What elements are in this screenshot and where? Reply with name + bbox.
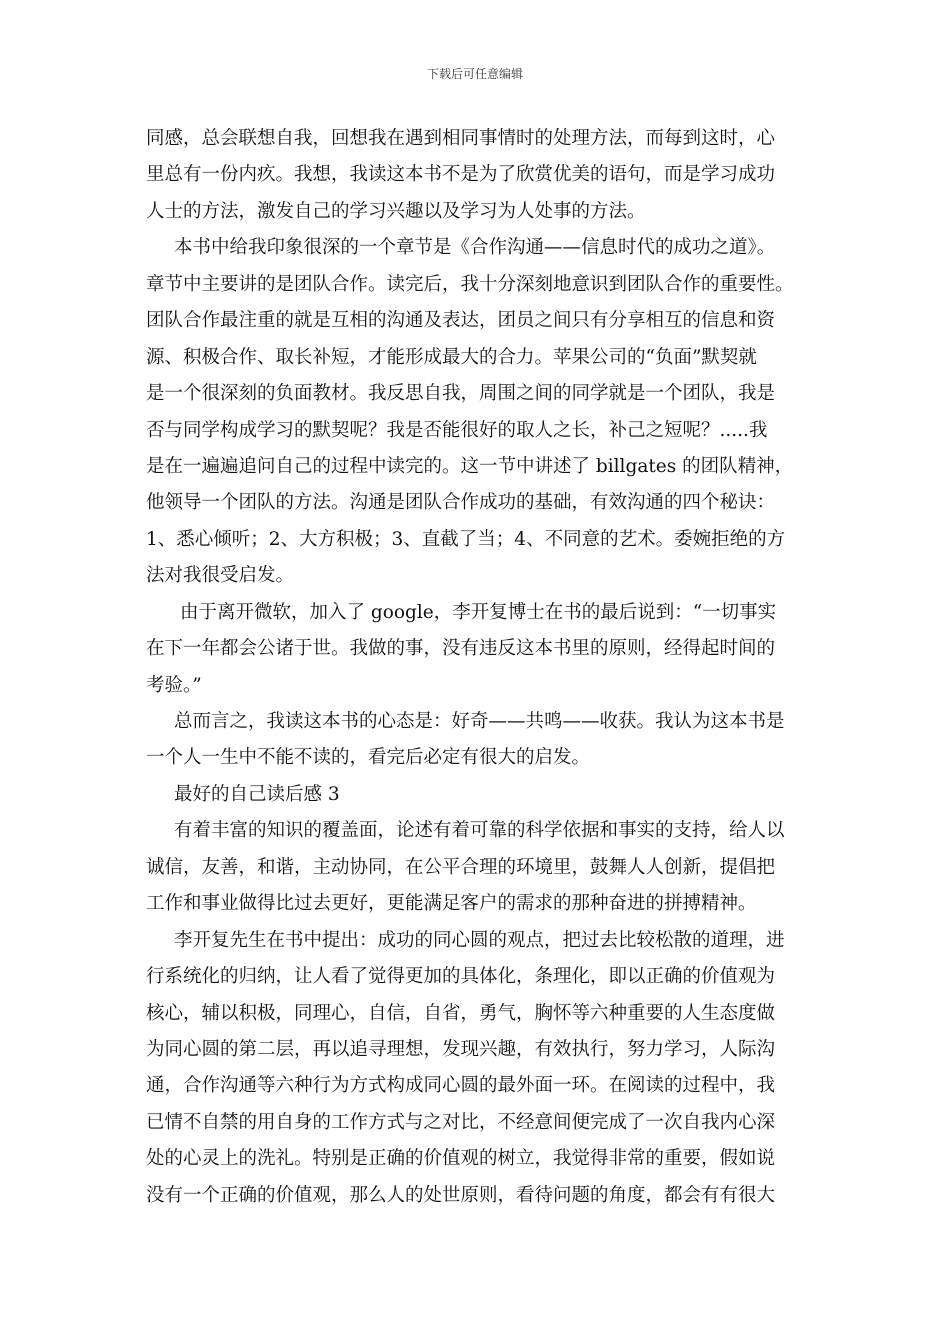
text-line: 总而言之，我读这本书的心态是：好奇——共鸣——收获。我认为这本书是 (174, 711, 785, 732)
text-line: 处的心灵上的洗礼。特别是正确的价值观的树立，我觉得非常的重要，假如说 (146, 1148, 776, 1170)
text-line: 法对我很受启发。 (146, 565, 295, 587)
page-header: 下载后可任意编辑 (426, 67, 523, 81)
text-line: 源、积极合作、取长补短，才能形成最大的合力。苹果公司的“负面”默契就 (146, 346, 757, 368)
text-line: 人士的方法，激发自己的学习兴趣以及学习为人处事的方法。 (146, 200, 646, 222)
text-line: 否与同学构成学习的默契呢？我是否能很好的取人之长，补己之短呢？.....我 (146, 419, 768, 441)
text-line: 工作和事业做得比过去更好，更能满足客户的需求的那种奋进的拼搏精神。 (146, 893, 757, 915)
text-line: 1、悉心倾听；2、大方积极；3、直截了当；4、不同意的艺术。委婉拒绝的方 (146, 528, 786, 550)
text-line: 章节中主要讲的是团队合作。读完后，我十分深刻地意识到团队合作的重要性。 (146, 273, 794, 295)
text-line: 是一个很深刻的负面教材。我反思自我，周围之间的同学就是一个团队，我是 (146, 383, 776, 405)
text-line: 里总有一份内疚。我想，我读这本书不是为了欣赏优美的语句，而是学习成功 (146, 164, 776, 186)
text-line: 通，合作沟通等六种行为方式构成同心圆的最外面一环。在阅读的过程中，我 (146, 1075, 776, 1097)
text-line: 李开复先生在书中提出：成功的同心圆的观点，把过去比较松散的道理，进 (174, 929, 785, 951)
document-body (146, 121, 826, 1214)
text-line: 团队合作最注重的就是互相的沟通及表达，团员之间只有分享相互的信息和资 (146, 310, 776, 332)
text-line: 同感，总会联想自我，回想我在遇到相同事情时的处理方法，而每到这时，心 (146, 128, 776, 149)
text-line: 为同心圆的第二层，再以追寻理想，发现兴趣，有效执行，努力学习，人际沟 (146, 1038, 776, 1060)
text-line: 诚信，友善，和谐，主动协同，在公平合理的环境里，鼓舞人人创新，提倡把 (146, 856, 776, 878)
text-line: 他领导一个团队的方法。沟通是团队合作成功的基础，有效沟通的四个秘诀： (146, 492, 776, 514)
text-line: 是在一遍遍追问自己的过程中读完的。这一节中讲述了 billgates 的团队精神， (146, 455, 794, 477)
text-line: 在下一年都会公诸于世。我做的事，没有违反这本书里的原则，经得起时间的 (146, 638, 776, 660)
text-line: 没有一个正确的价值观，那么人的处世原则，看待问题的角度，都会有有很大 (146, 1184, 776, 1206)
text-line: 考验。” (146, 674, 202, 696)
text-line: 行系统化的归纳，让人看了觉得更加的具体化，条理化，即以正确的价值观为 (146, 966, 776, 988)
text-line: 有着丰富的知识的覆盖面，论述有着可靠的科学依据和事实的支持，给人以 (174, 820, 785, 842)
text-line: 核心，辅以积极，同理心，自信，自省，勇气，胸怀等六种重要的人生态度做 (146, 1002, 776, 1024)
text-line: 由于离开微软，加入了 google，李开复博士在书的最后说到：“一切事实 (180, 601, 777, 623)
section-heading: 最好的自己读后感 3 (174, 783, 340, 805)
text-line: 一个人一生中不能不读的，看完后必定有很大的启发。 (146, 747, 591, 769)
text-line: 已情不自禁的用自身的工作方式与之对比，不经意间便完成了一次自我内心深 (146, 1111, 776, 1133)
text-line: 本书中给我印象很深的一个章节是《合作沟通——信息时代的成功之道》。 (174, 237, 776, 259)
